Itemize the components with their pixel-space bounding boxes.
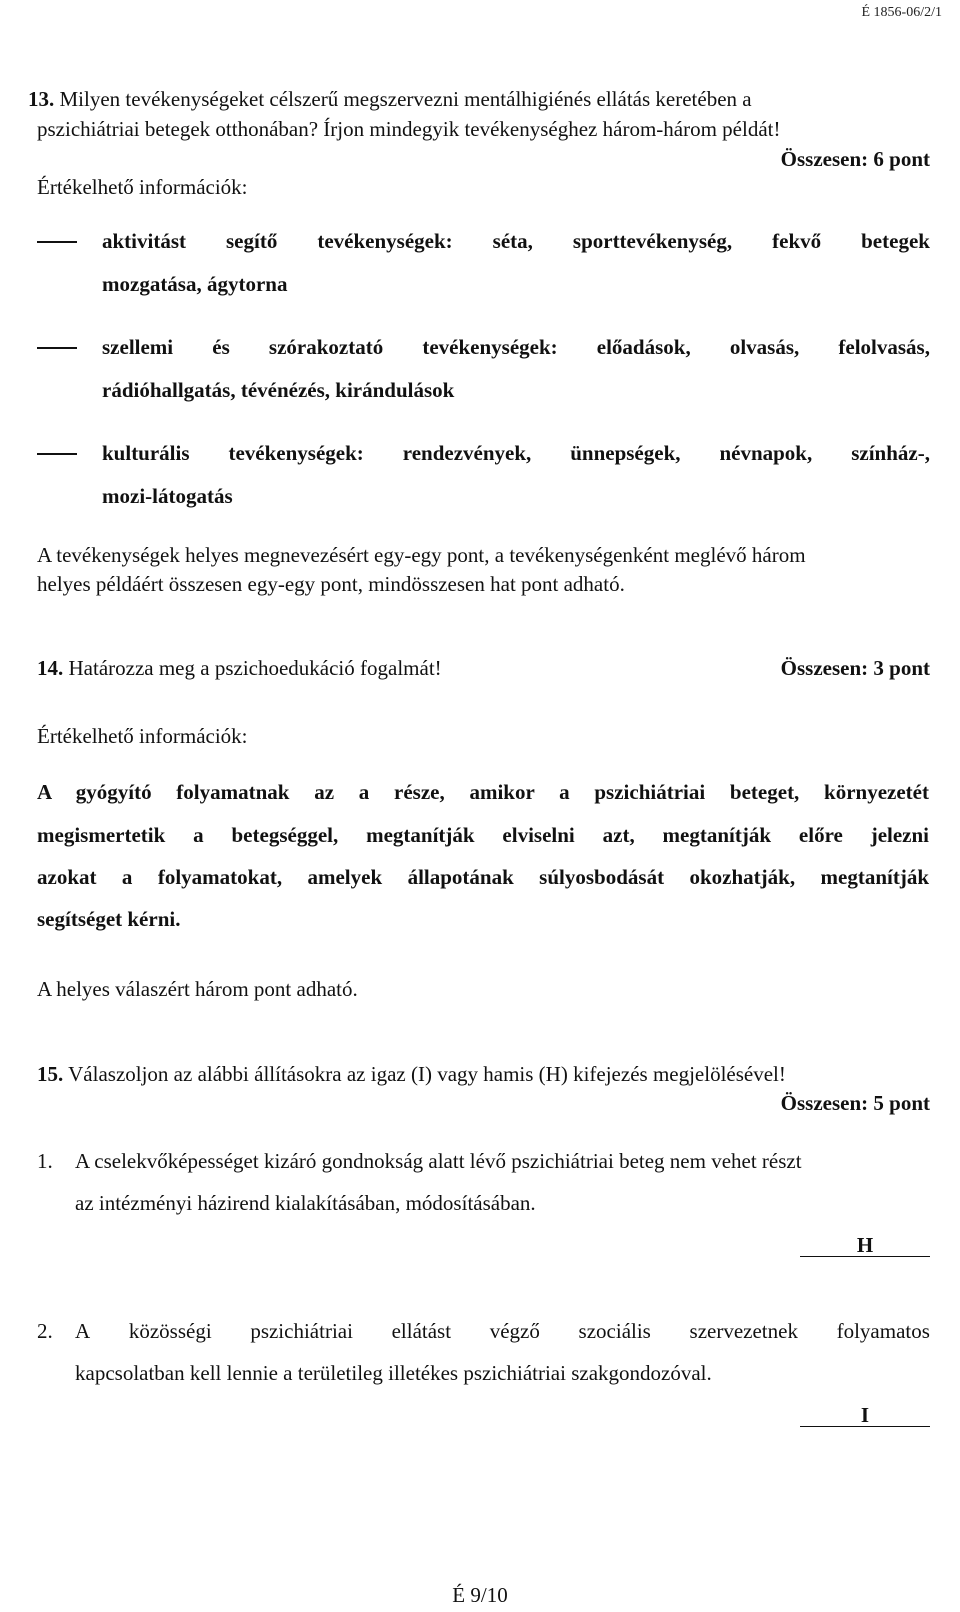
word: tevékenységek: — [228, 441, 364, 465]
question-number: 14. — [37, 656, 64, 680]
info-label: Értékelhető információk: — [37, 175, 248, 199]
answer-line: A gyógyító folyamatnak az a része, amikor a pszichiátriai beteget, környezetét — [37, 780, 929, 804]
word: felolvasás, — [838, 335, 930, 359]
page-number: É 9/10 — [452, 1583, 508, 1607]
word: sporttevékenység, — [572, 229, 733, 253]
question-14 — [37, 655, 442, 681]
word: olvasás, — [729, 335, 800, 359]
statement-text-line2: az intézményi házirend kialakításában, módosításában. — [75, 1191, 536, 1215]
question-number: 13. — [28, 87, 55, 111]
question-13-text-line2: pszichiátriai betegek otthonában? Írjon mindegyik tevékenységhez három-három példát! — [37, 117, 781, 141]
word: előadások, — [596, 335, 691, 359]
word: szellemi — [102, 335, 174, 359]
word: segítő — [226, 229, 278, 253]
question-15-total: Összesen: 5 pont — [780, 1091, 930, 1115]
statement-number: 1. — [37, 1149, 53, 1173]
list-item-line1 — [102, 334, 930, 360]
scoring-text: A helyes válaszért három pont adható. — [37, 977, 358, 1001]
list-item-line2: rádióhallgatás, tévénézés, kirándulások — [102, 378, 455, 402]
word: betegek — [861, 229, 930, 253]
answer-line: megismertetik a betegséggel, megtanítják elviselni azt, megtanítják előre jelezni — [37, 823, 929, 847]
document-code: É 1856-06/2/1 — [861, 5, 942, 20]
question-13-total: Összesen: 6 pont — [780, 147, 930, 171]
word: színház-, — [851, 441, 930, 465]
answer-value: H — [800, 1235, 930, 1257]
statement-text-line2: kapcsolatban kell lennie a területileg illetékes pszichiátriai szakgondozóval. — [75, 1361, 712, 1385]
info-label: Értékelhető információk: — [37, 724, 248, 748]
list-dash — [37, 347, 77, 349]
question-14-total: Összesen: 3 pont — [780, 656, 930, 680]
question-15 — [37, 1061, 937, 1087]
answer-line: segítséget kérni. — [37, 907, 181, 931]
question-13 — [28, 86, 933, 112]
answer-blank — [800, 1402, 930, 1428]
list-item-line1 — [102, 440, 930, 466]
word: tevékenységek: — [422, 335, 558, 359]
word: tevékenységek: — [317, 229, 453, 253]
word: szociális — [578, 1319, 651, 1343]
word: folyamatos — [836, 1319, 930, 1343]
question-text: Milyen tevékenységeket célszerű megszervezni mentálhigiénés ellátás keretében a — [59, 87, 752, 111]
list-item-line1 — [102, 228, 930, 254]
answer-line: azokat a folyamatokat, amelyek állapotának súlyosbodását okozhatják, megtanítják — [37, 865, 929, 889]
question-number: 15. — [37, 1062, 64, 1086]
word: szórakoztató — [268, 335, 384, 359]
word: pszichiátriai — [250, 1319, 353, 1343]
scoring-text: A tevékenységek helyes megnevezésért egy-egy pont, a tevékenységenként meglévő három — [37, 543, 806, 567]
word: ellátást — [391, 1319, 452, 1343]
word: szervezetnek — [689, 1319, 798, 1343]
word: közösségi — [128, 1319, 212, 1343]
answer-blank — [800, 1232, 930, 1258]
list-item-line2: mozgatása, ágytorna — [102, 272, 288, 296]
list-item-line2: mozi-látogatás — [102, 484, 233, 508]
question-text: Válaszoljon az alábbi állításokra az igaz (I) vagy hamis (H) kifejezés megjelölésével! — [68, 1062, 786, 1086]
word: A — [75, 1319, 91, 1343]
statement-text — [75, 1318, 930, 1344]
answer-value: I — [800, 1405, 930, 1427]
word: séta, — [492, 229, 533, 253]
statement-text: A cselekvőképességet kizáró gondnokság alatt lévő pszichiátriai beteg nem vehet részt — [75, 1149, 802, 1173]
list-dash — [37, 453, 77, 455]
scoring-text-line2: helyes példáért összesen egy-egy pont, mindösszesen hat pont adható. — [37, 572, 625, 596]
word: ünnepségek, — [570, 441, 681, 465]
word: rendezvények, — [402, 441, 532, 465]
question-text: Határozza meg a pszichoedukáció fogalmát! — [68, 656, 442, 680]
word: fekvő — [772, 229, 822, 253]
statement-number: 2. — [37, 1319, 53, 1343]
word: és — [212, 335, 230, 359]
word: kulturális — [102, 441, 190, 465]
word: névnapok, — [719, 441, 813, 465]
word: aktivitást — [102, 229, 186, 253]
list-dash — [37, 241, 77, 243]
word: végző — [489, 1319, 540, 1343]
